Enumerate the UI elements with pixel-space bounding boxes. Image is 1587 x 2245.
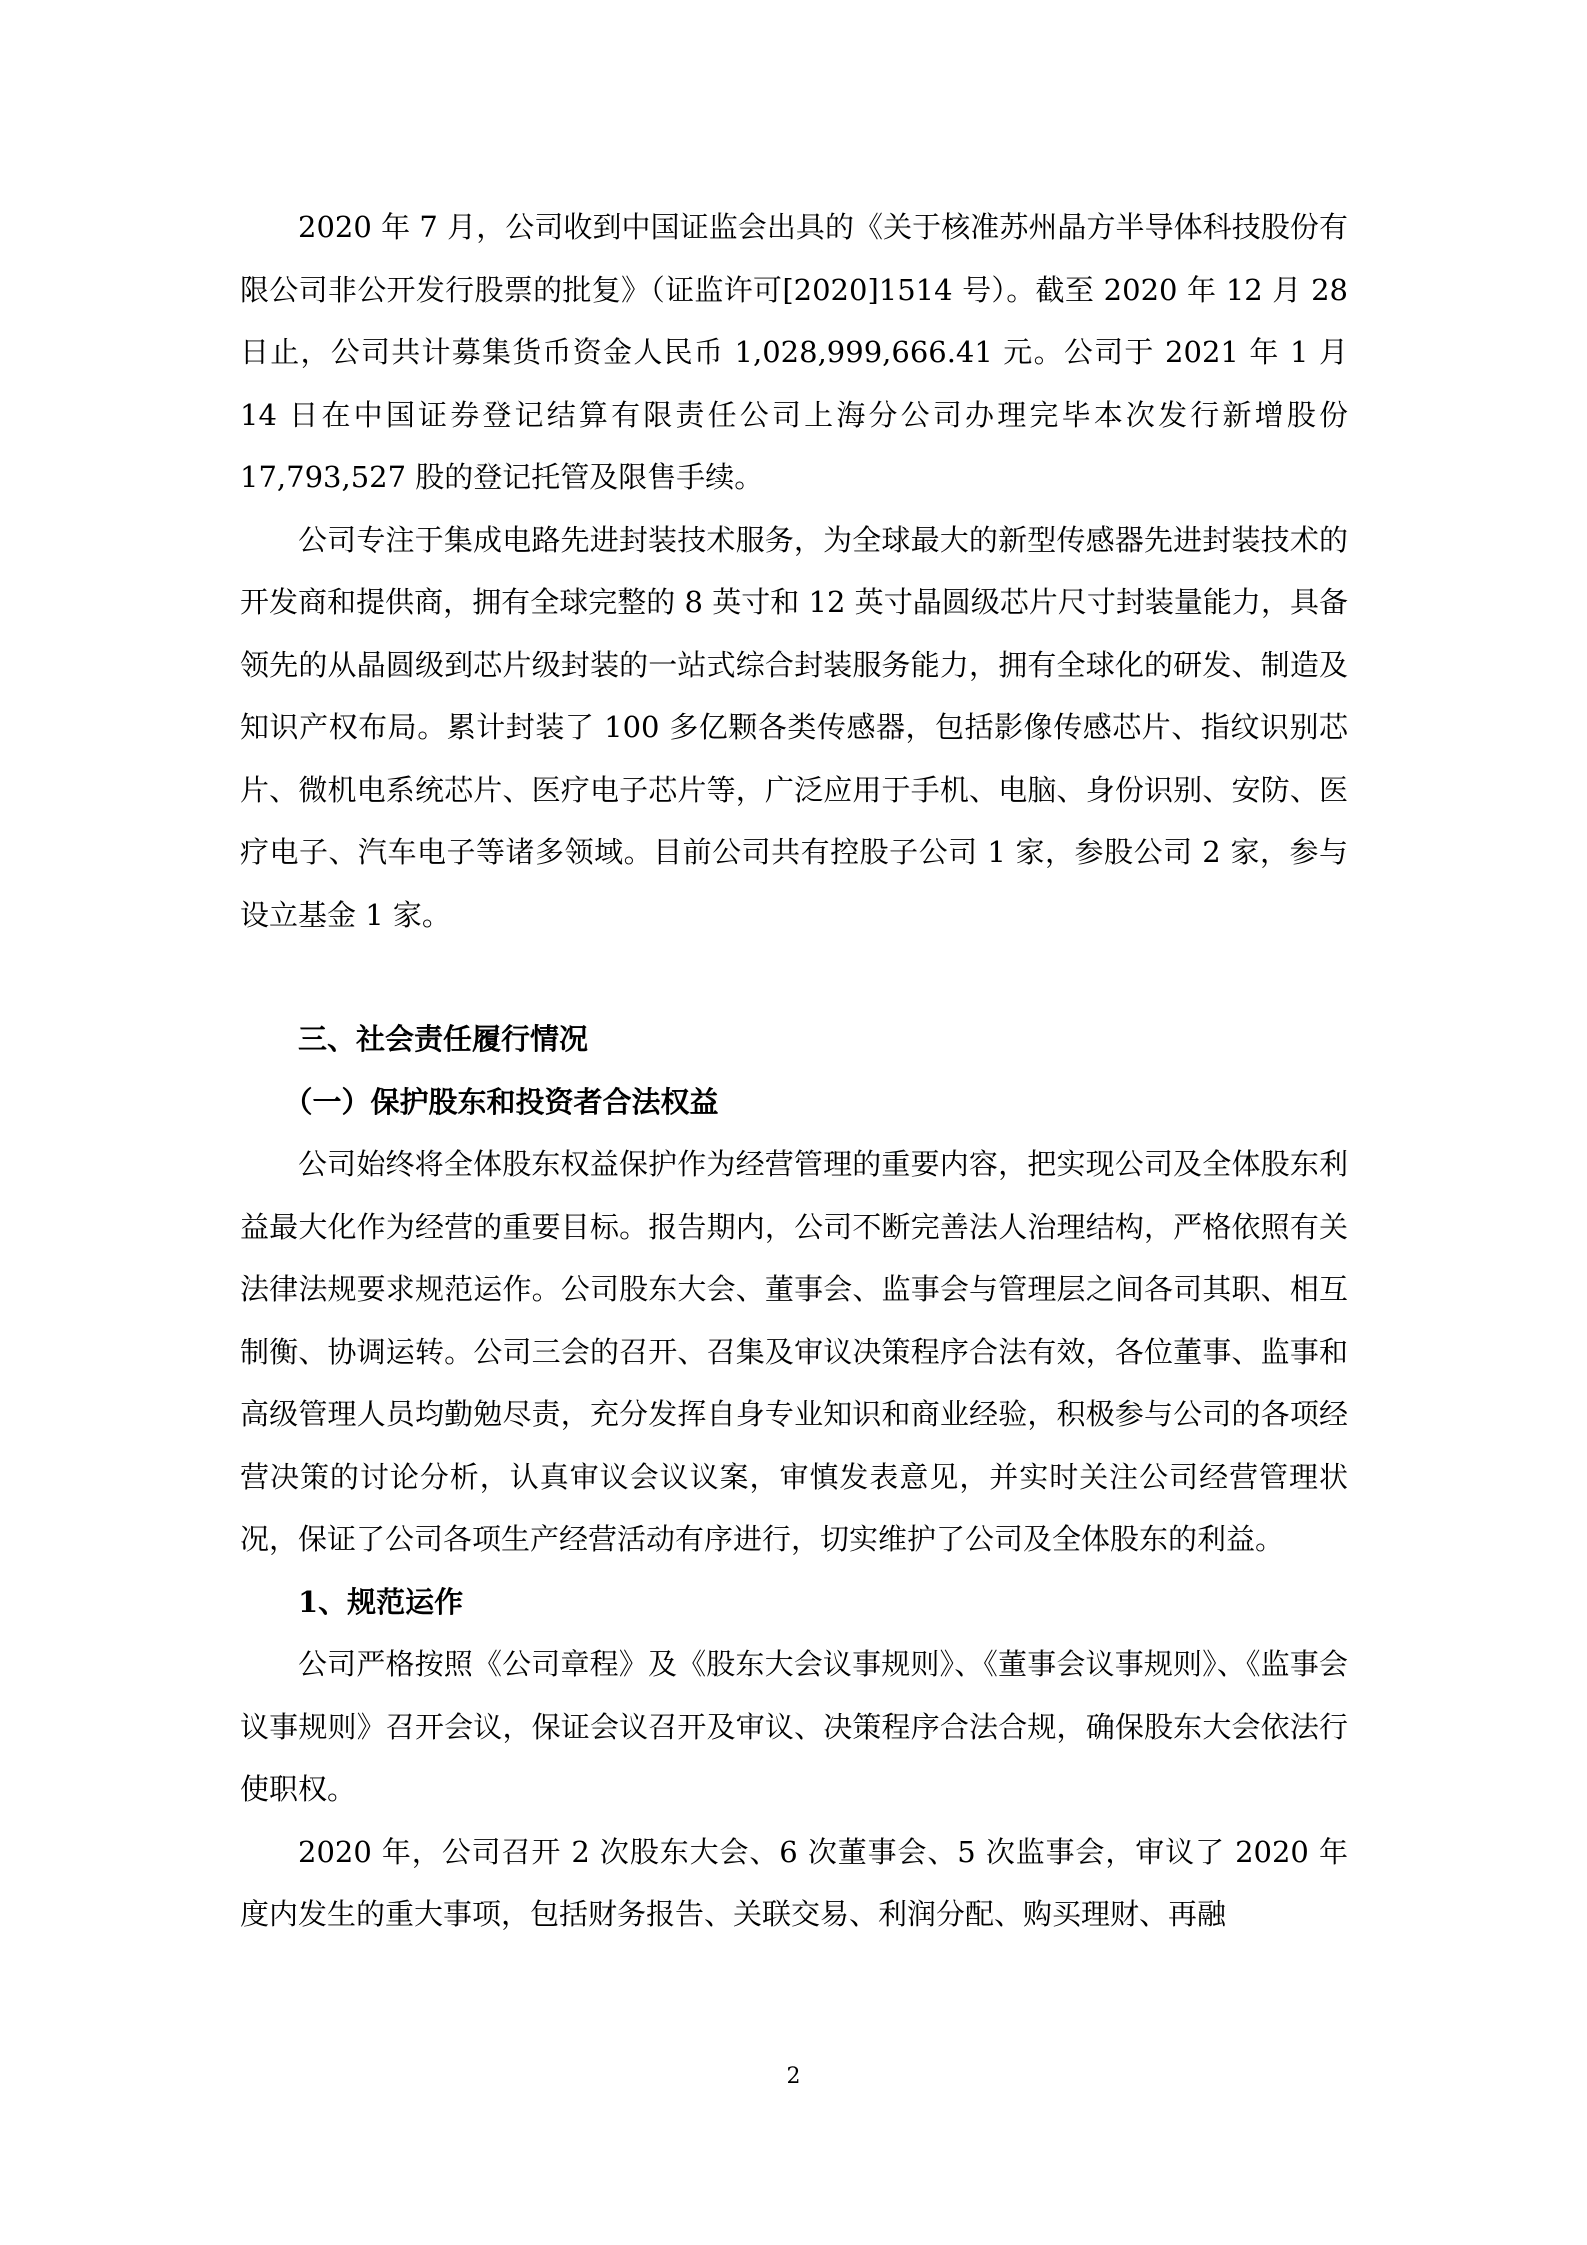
paragraph-meetings-2020: 2020 年，公司召开 2 次股东大会、6 次董事会、5 次监事会，审议了 2020 年度内发生的重大事项，包括财务报告、关联交易、利润分配、购买理财、再融: [240, 1834, 1348, 1931]
paragraph-company-profile: 公司专注于集成电路先进封装技术服务，为全球最大的新型传感器先进封装技术的开发商和提供商，拥有全球完整的 8 英寸和 12 英寸晶圆级芯片尺寸封装量能力，具备领先的从晶圆级到芯片级封装的一站式综合封装服务能力，拥有全球化的研发、制造及知识产权布局。累计封装了 100 多亿颗各类传感器，包括影像传感芯片、指纹识别芯片、微机电系统芯片、医疗电子芯片等，广泛应用于手机、电脑、身份识别、安防、医疗电子、汽车电子等诸多领域。目前公司共有控股子公司 1 家，参股公司 2 家，参与设立基金 1 家。: [240, 522, 1348, 932]
section-heading: 三、社会责任履行情况: [298, 1022, 589, 1056]
paragraph-meeting-rules: 公司严格按照《公司章程》及《股东大会议事规则》、《董事会议事规则》、《监事会议事规则》召开会议，保证会议召开及审议、决策程序合法合规，确保股东大会依法行使职权。: [240, 1647, 1348, 1806]
paragraph-private-placement: 2020 年 7 月，公司收到中国证监会出具的《关于核准苏州晶方半导体科技股份有限公司非公开发行股票的批复》（证监许可[2020]1514 号）。截至 2020 年 12 月 28 日止，公司共计募集货币资金人民币 1,028,999,666.41 元。公司于 2021 年 1 月 14 日在中国证券登记结算有限责任公司上海分公司办理完毕本次发行新增股份 17,793,527 股的登记托管及限售手续。: [240, 210, 1348, 494]
paragraph-shareholder-protection: 公司始终将全体股东权益保护作为经营管理的重要内容，把实现公司及全体股东利益最大化作为经营的重要目标。报告期内，公司不断完善法人治理结构，严格依照有关法律法规要求规范运作。公司股东大会、董事会、监事会与管理层之间各司其职、相互制衡、协调运转。公司三会的召开、召集及审议决策程序合法有效，各位董事、监事和高级管理人员均勤勉尽责，充分发挥自身专业知识和商业经验，积极参与公司的各项经营决策的讨论分析，认真审议会议议案，审慎发表意见，并实时关注公司经营管理状况，保证了公司各项生产经营活动有序进行，切实维护了公司及全体股东的利益。: [240, 1147, 1348, 1556]
sub-heading: （一）保护股东和投资者合法权益: [283, 1084, 719, 1119]
item-heading: 1、规范运作: [298, 1584, 464, 1619]
document-body: [240, 196, 1348, 1946]
page-number: 2: [786, 2064, 801, 2089]
